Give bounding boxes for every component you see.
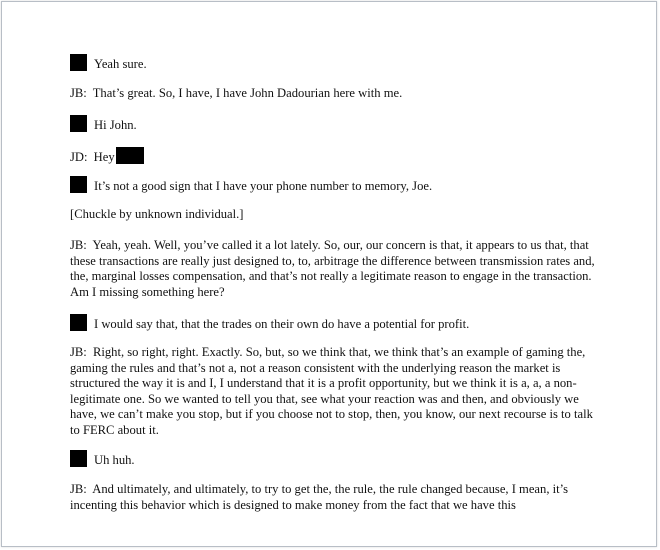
transcript-line bbox=[70, 86, 595, 102]
line-text: Uh huh. bbox=[94, 453, 135, 467]
paragraph-text: Yeah, yeah. Well, you’ve called it a lot lately. So, our, our concern is that, it appears to us that, that these transactions are really just designed to, to, arbitrage the difference between transmission rates and, the, marginal losses compensation, and that’s not really a legitimate reason to engage in the transaction. Am I missing something here? bbox=[70, 238, 595, 299]
line-text: Hi John. bbox=[94, 118, 137, 132]
line-text: It’s not a good sign that I have your phone number to memory, Joe. bbox=[94, 179, 433, 193]
transcript-line bbox=[70, 314, 595, 333]
redacted-speaker-box bbox=[70, 54, 87, 71]
paragraph-text: And ultimately, and ultimately, to try to get the, the rule, the rule changed because, I mean, it’s incenting this behavior which is designed to make money from the fact that we have this bbox=[70, 482, 569, 512]
line-text: Hey bbox=[93, 150, 115, 164]
transcript-line bbox=[70, 54, 595, 73]
speaker-label: JB: bbox=[70, 86, 87, 100]
transcript-line bbox=[70, 115, 595, 134]
redacted-speaker-box bbox=[70, 450, 87, 467]
transcript-paragraph bbox=[70, 345, 595, 439]
transcript-paragraph bbox=[70, 238, 595, 300]
redacted-speaker-box bbox=[70, 115, 87, 132]
transcript-line bbox=[70, 147, 595, 166]
line-text: I would say that, that the trades on their own do have a potential for profit. bbox=[94, 317, 470, 331]
speaker-label: JD: bbox=[70, 150, 88, 164]
line-text: That’s great. So, I have, I have John Dadourian here with me. bbox=[92, 86, 403, 100]
transcript-line bbox=[70, 207, 595, 223]
redacted-speaker-box bbox=[70, 176, 87, 193]
redacted-name-box bbox=[116, 147, 144, 164]
speaker-label: JB: bbox=[70, 238, 87, 252]
paragraph-text: Right, so right, right. Exactly. So, but, so we think that, we think that’s an example of gaming the, gaming the rules and that’s not a, not a reason consistent with the underlying reason the market is structured the way it is and I, I understand that it is a profit opportunity, but we think it is a, a, a non-legitimate one. So we wanted to tell you that, see what your reaction was and then, and obviously we have, we can’t make you stop, but if you choose not to stop, then, you know, our next recourse is to talk to FERC about it. bbox=[70, 345, 593, 437]
speaker-label: JB: bbox=[70, 482, 87, 496]
transcript-line bbox=[70, 450, 595, 469]
document-page bbox=[1, 1, 657, 547]
line-text: [Chuckle by unknown individual.] bbox=[70, 207, 244, 221]
line-text: Yeah sure. bbox=[94, 57, 147, 71]
redacted-speaker-box bbox=[70, 314, 87, 331]
speaker-label: JB: bbox=[70, 345, 87, 359]
transcript-paragraph bbox=[70, 482, 595, 513]
transcript-line bbox=[70, 176, 595, 195]
